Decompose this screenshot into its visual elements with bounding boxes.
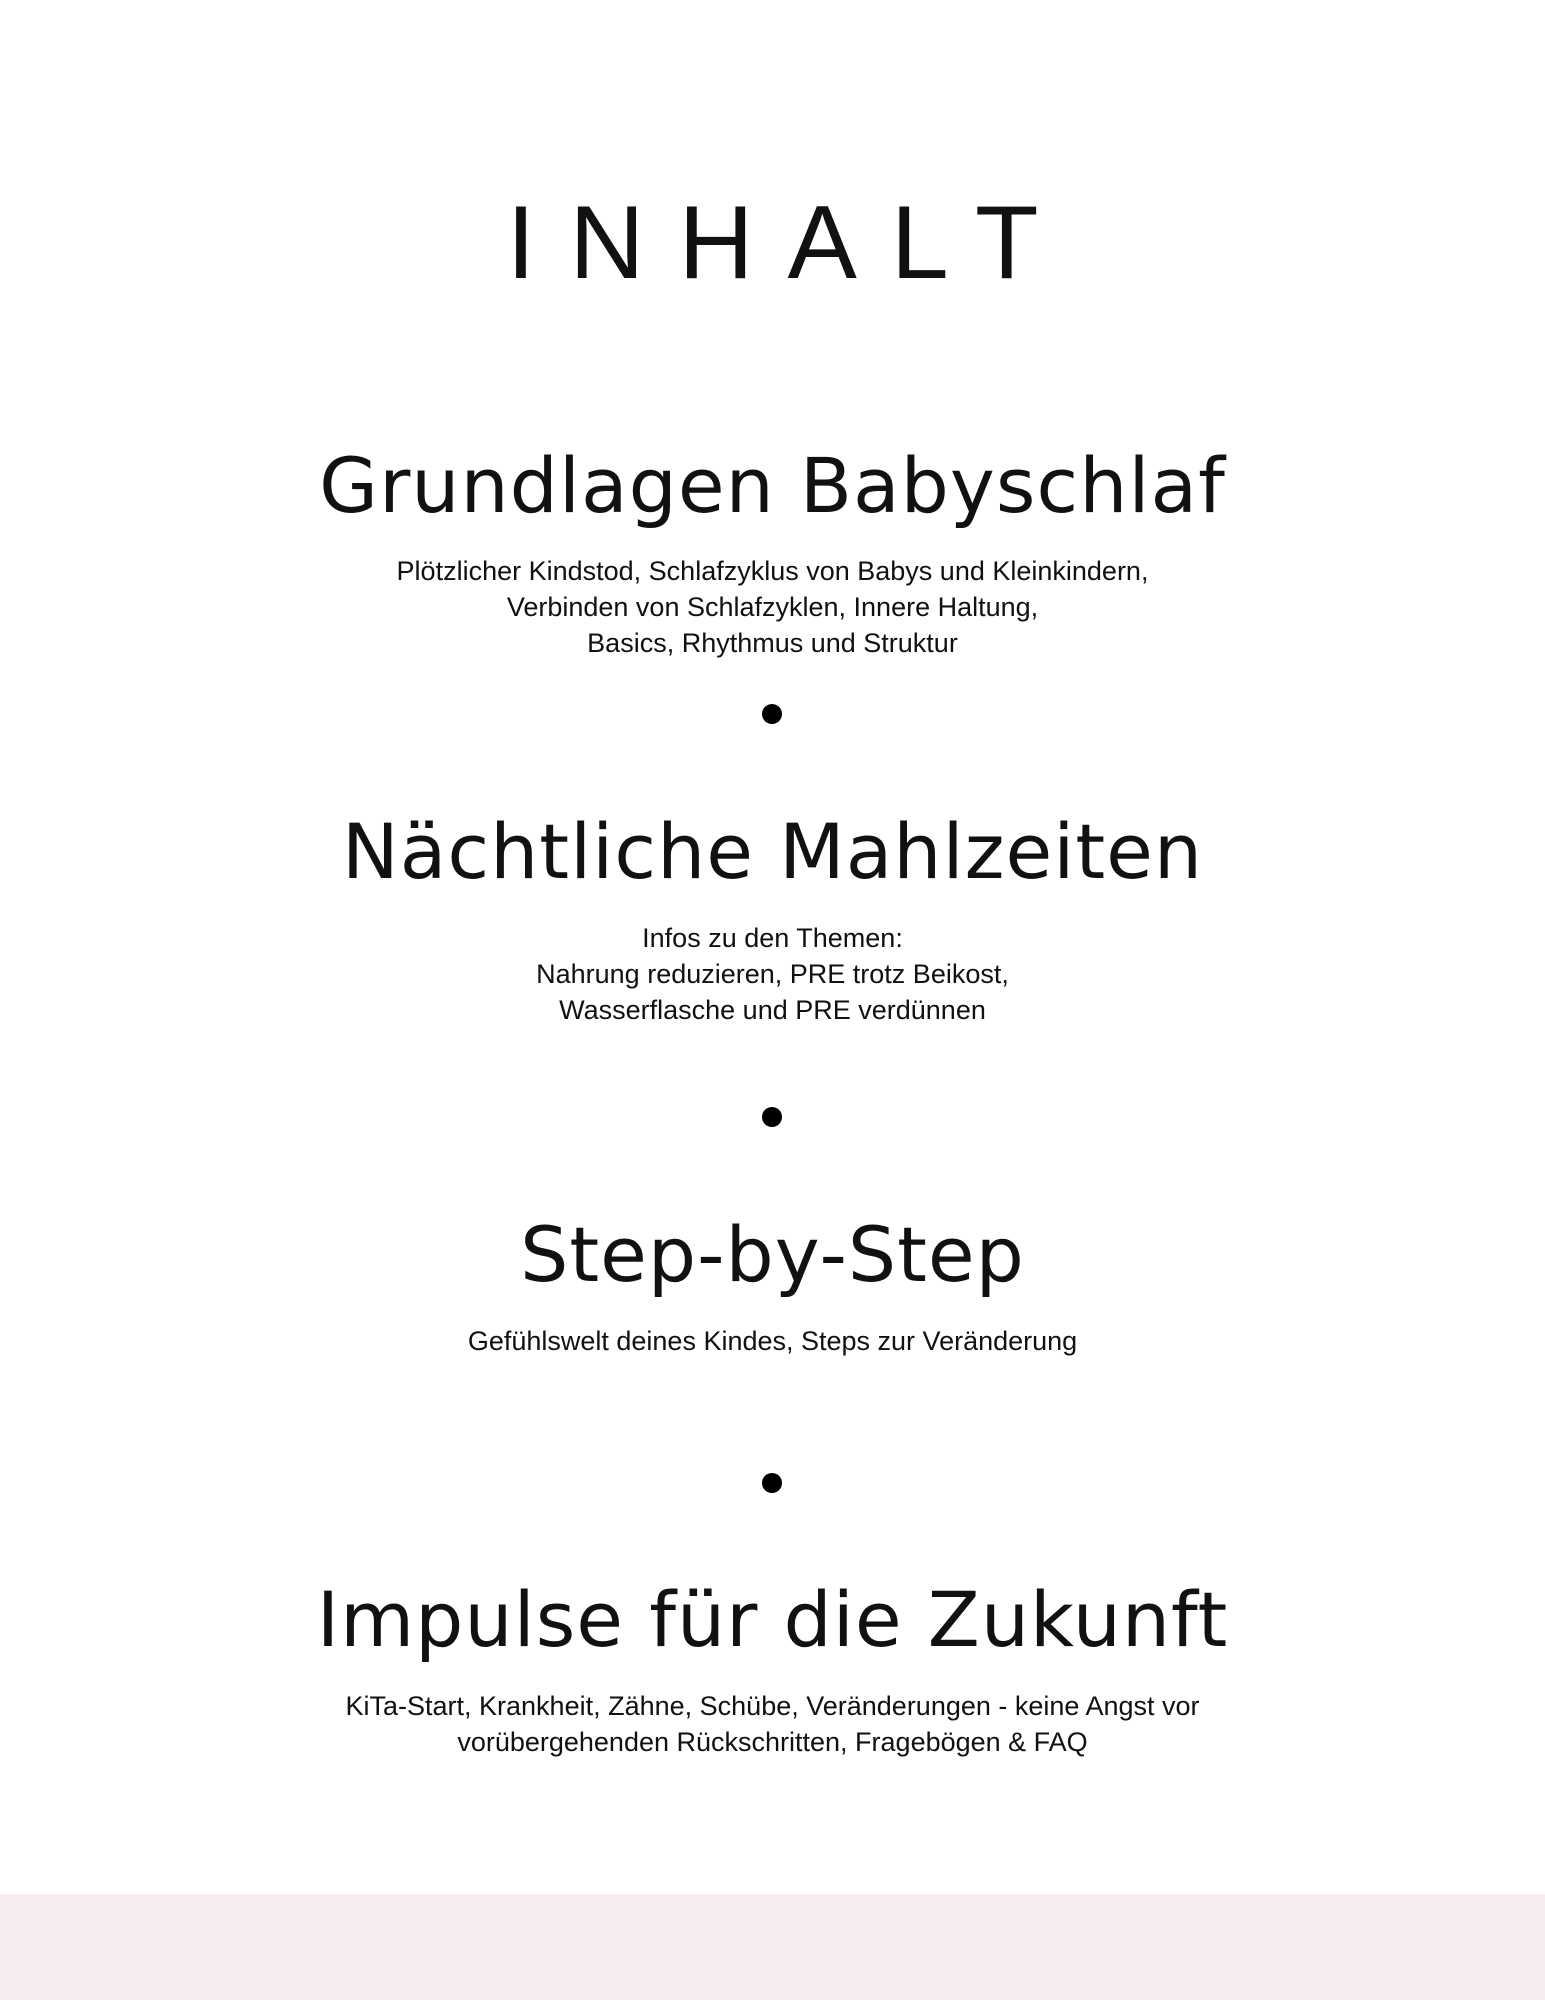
section-heading-step-by-step: Step-by-Step	[520, 1210, 1025, 1299]
separator-dot	[762, 704, 782, 724]
description-line: Nahrung reduzieren, PRE trotz Beikost,	[536, 959, 1009, 989]
section-heading-grundlagen: Grundlagen Babyschlaf	[319, 441, 1226, 530]
separator-dot	[762, 1107, 782, 1127]
description-line: vorübergehenden Rückschritten, Fragebögen & FAQ	[457, 1727, 1088, 1757]
description-line: Plötzlicher Kindstod, Schlafzyklus von Babys und Kleinkindern,	[396, 556, 1149, 586]
section-heading-mahlzeiten: Nächtliche Mahlzeiten	[341, 807, 1204, 896]
page-title: INHALT	[506, 185, 1073, 301]
section-description-mahlzeiten	[0, 920, 1545, 1028]
description-line: Infos zu den Themen:	[642, 923, 903, 953]
description-line: Basics, Rhythmus und Struktur	[587, 628, 958, 658]
footer-band	[0, 1894, 1545, 2000]
section-description-impulse	[0, 1688, 1545, 1760]
description-line: Gefühlswelt deines Kindes, Steps zur Veränderung	[467, 1326, 1078, 1356]
description-line: KiTa-Start, Krankheit, Zähne, Schübe, Veränderungen - keine Angst vor	[345, 1691, 1200, 1721]
description-line: Verbinden von Schlafzyklen, Innere Haltung,	[506, 592, 1039, 622]
description-line: Wasserflasche und PRE verdünnen	[559, 995, 986, 1025]
section-description-step-by-step	[0, 1323, 1545, 1359]
section-heading-impulse: Impulse für die Zukunft	[316, 1575, 1229, 1664]
separator-dot	[762, 1473, 782, 1493]
section-description-grundlagen	[0, 553, 1545, 661]
